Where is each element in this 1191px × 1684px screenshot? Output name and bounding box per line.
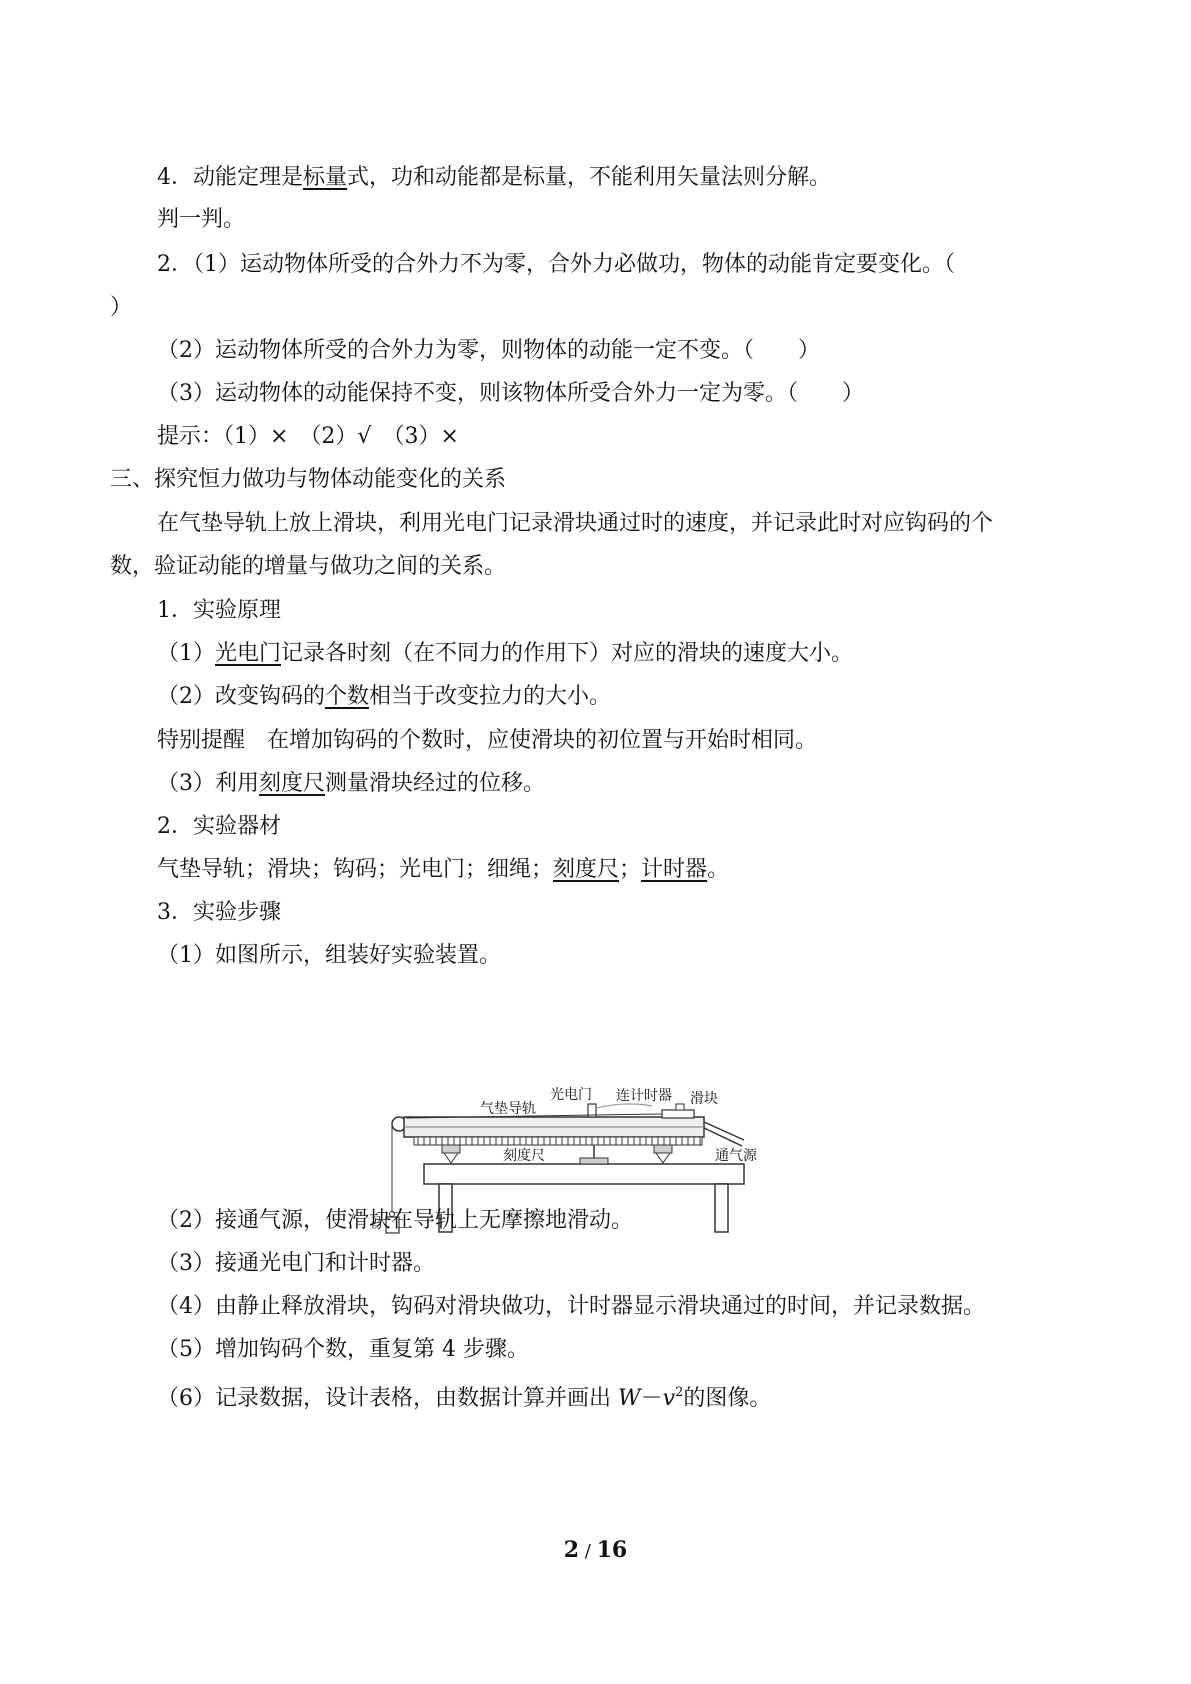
label-weight: 码: [372, 1216, 382, 1232]
page-number: 2 / 16: [563, 1537, 628, 1563]
subheading: 2．实验器材: [157, 814, 281, 839]
text-line: （2）运动物体所受的合外力为零，则物体的动能一定不变。（ ）: [157, 338, 820, 363]
label-air-track: 气垫导轨: [480, 1101, 536, 1117]
reminder-line: 特别提醒 在增加钩码的个数时，应使滑块的初位置与开始时相同。: [157, 728, 818, 753]
label-air-source: 通气源: [715, 1148, 757, 1164]
text-line: 气垫导轨；滑块；钩码；光电门；细绳；刻度尺；计时器。: [157, 857, 730, 882]
text-line: 在气垫导轨上放上滑块，利用光电门记录滑块通过时的速度，并记录此时对应钩码的个: [157, 511, 994, 536]
label-timer: 连计时器: [616, 1088, 672, 1104]
text-line: （4）由静止释放滑块，钩码对滑块做功，计时器显示滑块通过的时间，并记录数据。: [157, 1294, 985, 1319]
text-line: （3）接通光电门和计时器。: [157, 1251, 435, 1276]
label-slider: 滑块: [690, 1091, 718, 1107]
hint-line: 提示：（1）× （2）√ （3）×: [157, 424, 459, 449]
text-line: （1）如图所示，组装好实验装置。: [157, 943, 501, 968]
subheading: 3．实验步骤: [157, 900, 281, 925]
subheading: 1．实验原理: [157, 598, 281, 623]
rail-support: [654, 1145, 672, 1153]
text-line: ）: [110, 295, 133, 320]
table-leg: [715, 1184, 728, 1232]
text-line: （3）运动物体的动能保持不变，则该物体所受合外力一定为零。（ ）: [157, 381, 864, 406]
table-top: [424, 1164, 744, 1184]
text-line: （1）光电门记录各时刻（在不同力的作用下）对应的滑块的速度大小。: [157, 641, 854, 666]
text-line: （5）增加钩码个数，重复第 4 步骤。: [157, 1337, 529, 1362]
rail-support: [442, 1145, 460, 1153]
label-ruler: 刻度尺: [503, 1148, 545, 1164]
text-line: （2）接通气源，使滑块在导轨上无摩擦地滑动。: [157, 1208, 633, 1233]
label-photogate: 光电门: [550, 1087, 592, 1103]
text-line: 判一判。: [157, 207, 246, 232]
text-line: （2）改变钩码的个数相当于改变拉力的大小。: [157, 684, 612, 709]
text-line: 4．动能定理是标量式，功和动能都是标量，不能利用矢量法则分解。: [157, 165, 832, 190]
text-line: 数，验证动能的增量与做功之间的关系。: [110, 554, 507, 579]
text-line: （6）记录数据，设计表格，由数据计算并画出 $W-v^2$的图像。: [157, 1385, 772, 1411]
text-line: 2．（1）运动物体所受的合外力不为零，合外力必做功，物体的动能肯定要变化。（: [157, 252, 955, 277]
section-heading: 三、探究恒力做功与物体动能变化的关系: [110, 467, 507, 492]
ruler: [414, 1137, 702, 1145]
text-line: （3）利用刻度尺测量滑块经过的位移。: [157, 771, 546, 796]
slider: [662, 1110, 694, 1118]
